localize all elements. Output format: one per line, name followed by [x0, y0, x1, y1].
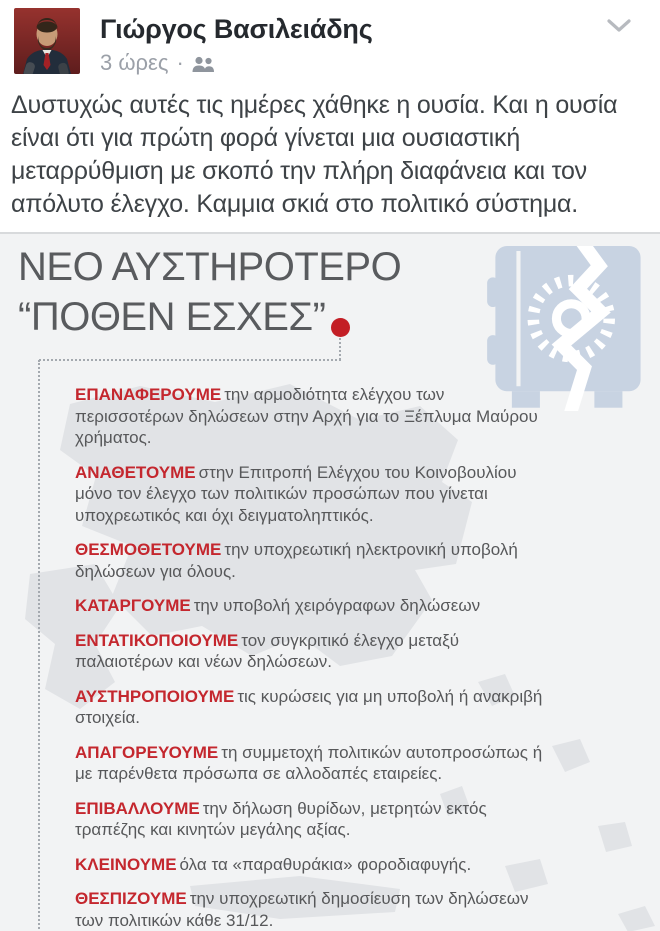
measure-text: στην Επιτροπή Ελέγχου του Κοινοβουλίου μόνο τον έλεγχο των πολιτικών προσώπων που γίνεται υποχρεωτικός και όχι δειγματοληπτικός. — [75, 462, 517, 525]
post-text: Δυστυχώς αυτές τις ημέρες χάθηκε η ουσία. Και η ουσία είναι ότι για πρώτη φορά γίνεται μια ουσιαστική μεταρρύθμιση με σκοπό την πλήρη διαφάνεια και τον απόλυτο έλεγχο. Καμμια σκιά στο πολιτικό σύστημα. — [11, 91, 618, 218]
list-item — [75, 539, 547, 582]
measure-text: την υποχρεωτική δημοσίευση των δηλώσεων των πολιτικών κάθε 31/12. — [75, 889, 529, 930]
list-item — [75, 888, 547, 931]
list-item — [75, 595, 547, 617]
measure-text: τον συγκριτικό έλεγχο μεταξύ παλαιοτέρων και νέων δηλώσεων. — [75, 630, 459, 671]
list-item — [75, 854, 547, 876]
measure-keyword: ΕΠΑΝΑΦΕΡΟΥΜΕ — [75, 385, 222, 404]
list-item — [75, 630, 547, 673]
measure-keyword: ΕΠΙΒΑΛΛΟΥΜΕ — [75, 798, 200, 818]
measures-list — [75, 384, 547, 931]
red-dot-icon — [331, 318, 350, 337]
friends-icon — [192, 56, 216, 73]
measure-text: όλα τα «παραθυράκια» φοροδιαφυγής. — [179, 854, 472, 874]
avatar[interactable] — [14, 8, 80, 74]
infographic-title-line2: “ΠΟΘΕΝ ΕΣΧΕΣ” — [18, 295, 326, 339]
measure-keyword: ΕΝΤΑΤΙΚΟΠΟΙΟΥΜΕ — [75, 630, 239, 650]
measure-text: την αρμοδιότητα ελέγχου των περισσοτέρων δηλώσεων στην Αρχή για το Ξέπλυμα Μαύρου χρήματος. — [75, 385, 538, 447]
list-item — [75, 742, 547, 785]
measure-text: την υποχρεωτική ηλεκτρονική υποβολή δηλώσεων για όλους. — [75, 540, 518, 581]
list-item — [75, 462, 547, 527]
meta-separator: · — [176, 50, 184, 75]
measure-text: τις κυρώσεις για μη υποβολή ή ανακριβή στοιχεία. — [75, 686, 543, 727]
list-item — [75, 798, 547, 841]
post-meta — [100, 50, 216, 76]
dotted-connector-vertical-left — [38, 360, 40, 931]
measure-keyword: ΑΠΑΓΟΡΕΥΟΥΜΕ — [75, 742, 219, 762]
measure-text: την υποβολή χειρόγραφων δηλώσεων — [193, 596, 481, 615]
author-name[interactable]: Γιώργος Βασιλειάδης — [100, 14, 373, 44]
avatar-image — [14, 8, 80, 74]
measure-text: την δήλωση θυρίδων, μετρητών εκτός τραπέζης και κινητών μεγάλης αξίας. — [75, 798, 487, 839]
measure-text: τη συμμετοχή πολιτικών αυτοπροσώπως ή με παρένθετα πρόσωπα σε αλλοδαπές εταιρείες. — [75, 742, 543, 783]
list-item — [75, 686, 547, 729]
timestamp[interactable]: 3 ώρες — [100, 50, 169, 75]
measure-keyword: ΘΕΣΜΟΘΕΤΟΥΜΕ — [75, 540, 222, 559]
infographic-title-line1: ΝΕΟ ΑΥΣΤΗΡΟΤΕΡΟ — [18, 245, 402, 289]
post-image-infographic[interactable] — [0, 232, 660, 931]
measure-keyword: ΑΥΣΤΗΡΟΠΟΙΟΥΜΕ — [75, 686, 235, 706]
measure-keyword: ΑΝΑΘΕΤΟΥΜΕ — [75, 462, 196, 482]
chevron-down-icon[interactable] — [606, 18, 632, 38]
measure-keyword: ΚΑΤΑΡΓΟΥΜΕ — [75, 596, 191, 615]
dotted-connector-horizontal — [39, 359, 341, 361]
measure-keyword: ΘΕΣΠΙΖΟΥΜΕ — [75, 889, 187, 908]
list-item — [75, 384, 547, 449]
measure-keyword: ΚΛΕΙΝΟΥΜΕ — [75, 854, 177, 874]
